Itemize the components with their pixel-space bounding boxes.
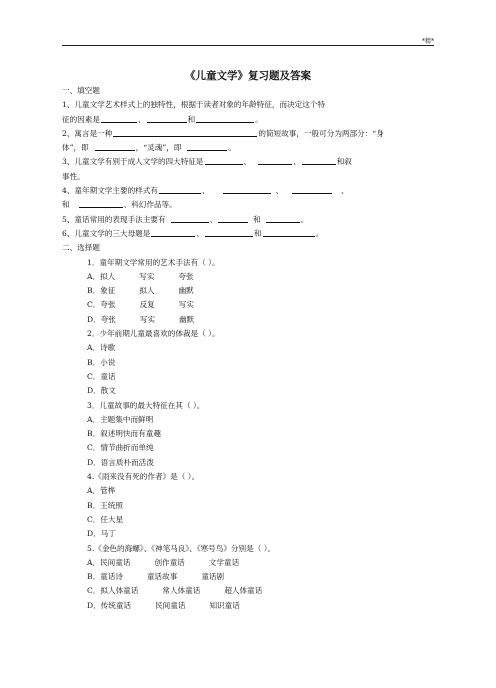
choice-option-text: B．小说 [87, 357, 116, 367]
choice-option-text: C．情节曲折而单纯 [87, 443, 154, 453]
text: 和叙 [336, 157, 352, 167]
choice-option [62, 456, 434, 470]
choice-option-text: D．散文 [87, 386, 116, 396]
choice-option-text: 童话故事 [146, 572, 178, 582]
question-1-line-1: 1、儿童文学艺术样式上的独特性，根据于读者对象的年龄特征，而决定这个特 [62, 100, 326, 110]
choice-option-text: 写实 [178, 300, 194, 310]
answer-blank [147, 113, 187, 123]
choice-option-text: 反复 [139, 300, 155, 310]
text: 6、儿童文学的三大母题是 [62, 228, 151, 238]
choice-option-text: B．象征 [87, 286, 116, 296]
choice-option [62, 584, 434, 598]
answer-blank [171, 213, 209, 223]
answer-blank [263, 227, 315, 237]
choice-option-text: 民间童话 [155, 600, 186, 610]
choice-option [62, 270, 434, 284]
choice-option [62, 341, 434, 355]
answer-blank [187, 141, 227, 151]
answer-blank [218, 213, 248, 223]
text: 和 [187, 114, 196, 124]
choice-question-stem: 5.《金色的海螺》、《神笔马良》、《寒号鸟》分别是（ ）。 [87, 543, 276, 553]
choice-option-text: 创作童话 [154, 557, 185, 567]
choice-option [62, 556, 434, 570]
answer-blank [302, 155, 336, 165]
text: 。 [300, 214, 309, 224]
choice-option [62, 499, 434, 513]
answer-blank [205, 227, 253, 237]
text: 3、儿童文学有别于成人文学的四大特征是 [62, 157, 204, 167]
text: 5、童话常用的表现手法主要有 [62, 214, 166, 224]
answer-blank [113, 127, 257, 137]
text: 、科幻作品等。 [123, 200, 177, 210]
choice-option-text: 幽默 [178, 286, 194, 296]
choice-option-text: C．夸张 [87, 300, 116, 310]
header-rule [62, 45, 434, 46]
answer-blank [292, 184, 332, 194]
text: 。 [228, 143, 236, 153]
text: 、 [201, 186, 210, 196]
text: 、 [209, 214, 218, 224]
choice-option-text: 拟人 [139, 286, 155, 296]
question-5 [62, 213, 434, 227]
choice-option [62, 570, 434, 584]
choice-option-text: C．拟人体童话 [87, 586, 139, 596]
answer-blank [223, 184, 271, 194]
answer-blank [101, 113, 137, 123]
header-mark: *精* [421, 38, 434, 45]
choice-option [62, 513, 434, 527]
text: 和 [253, 228, 262, 238]
text: 。 [315, 228, 324, 238]
choice-option-text: 知识童话 [209, 600, 240, 610]
text: 、 [137, 114, 146, 124]
choice-option [62, 527, 434, 541]
choice-option-text: D．夸张 [87, 314, 116, 324]
choice-option [62, 599, 434, 613]
text: 、 [243, 157, 252, 167]
document-body [62, 84, 434, 613]
question-4-line-1 [62, 184, 434, 198]
choice-option-text: A．诗歌 [87, 343, 116, 353]
choice-option [62, 370, 434, 384]
choice-option-text: 常人体童话 [162, 586, 201, 596]
choice-option-text: A．拟人 [87, 271, 116, 281]
choice-option-text: 童话剧 [201, 572, 225, 582]
choice-option [62, 356, 434, 370]
text: 的简短故事，一般可分为两部分：“身 [258, 128, 384, 138]
choice-question-stem: 1．童年期文学常用的艺术手法有（ ）。 [87, 257, 220, 267]
text: 和 [62, 200, 70, 210]
question-1-line-2 [62, 113, 434, 127]
choice-option [62, 413, 434, 427]
question-3-line-2: 事性。 [62, 171, 85, 181]
choice-option-text: C．任大星 [87, 514, 124, 524]
choice-question-stem: 4.《雨来没有死的作者》是（ ）。 [87, 472, 200, 482]
text: 征的因素是 [62, 114, 100, 124]
answer-blank [266, 213, 300, 223]
text: 4、童年期文学主要的样式有 [62, 186, 158, 196]
choice-option-text: C．童话 [87, 371, 116, 381]
answer-blank [159, 184, 201, 194]
text: 、 [196, 228, 204, 238]
choice-option-text: D．传统童话 [87, 600, 132, 610]
choice-option-text: 写实 [139, 314, 156, 324]
question-2-line-1 [62, 127, 434, 141]
choice-option [62, 484, 434, 498]
section-heading-fill: 一、填空题 [62, 86, 100, 95]
text: 2、寓言是一种 [62, 128, 113, 138]
choice-option-text: 文学童话 [208, 557, 240, 567]
choice-question-list [62, 256, 434, 613]
choice-option-text: A．主题集中而鲜明 [87, 414, 154, 424]
text: ，“灵魂”，即 [135, 143, 182, 153]
choice-option-text: 写实 [139, 271, 155, 281]
answer-blank [196, 113, 254, 123]
choice-option [62, 284, 434, 298]
text: 、 [293, 157, 301, 167]
choice-option-text: B．叙述明快而有童趣 [87, 429, 161, 439]
page-title: 《儿童文学》复习题及答案 [185, 70, 311, 82]
answer-blank [151, 227, 195, 237]
choice-question-stem: 2．少年前期儿童最喜欢的体裁是（ ）。 [87, 329, 220, 339]
choice-option [62, 298, 434, 312]
choice-option-text: B．童话诗 [87, 572, 123, 582]
question-4-line-2 [62, 198, 434, 212]
choice-option-text: 幽默 [179, 314, 195, 324]
choice-option [62, 441, 434, 455]
text: 和 [253, 214, 261, 224]
choice-option [62, 384, 434, 398]
choice-option-text: D．语言质朴而活泼 [87, 457, 154, 467]
choice-option-text: 夸张 [178, 271, 194, 281]
answer-blank [258, 155, 292, 165]
choice-option [62, 313, 434, 327]
choice-option [62, 427, 434, 441]
text: 、 [275, 186, 284, 196]
text: 、 [341, 186, 349, 196]
question-6 [62, 227, 434, 241]
answer-blank [79, 198, 123, 208]
choice-option-text: A．民间童话 [87, 557, 131, 567]
text: 。 [255, 114, 263, 124]
choice-option-text: D．马丁 [87, 529, 116, 539]
choice-option-text: B．王统照 [87, 500, 123, 510]
answer-blank [95, 141, 135, 151]
text: 体”，即 [62, 143, 89, 153]
choice-option-text: A．管桦 [87, 486, 116, 496]
section-heading-choice: 二、选择题 [62, 243, 100, 253]
question-2-line-2 [62, 141, 434, 155]
choice-question-stem: 3．儿童故事的最大特征在其（ ）。 [87, 400, 205, 410]
answer-blank [205, 155, 243, 165]
question-3-line-1 [62, 155, 434, 169]
choice-option-text: 超人体童话 [224, 586, 263, 596]
